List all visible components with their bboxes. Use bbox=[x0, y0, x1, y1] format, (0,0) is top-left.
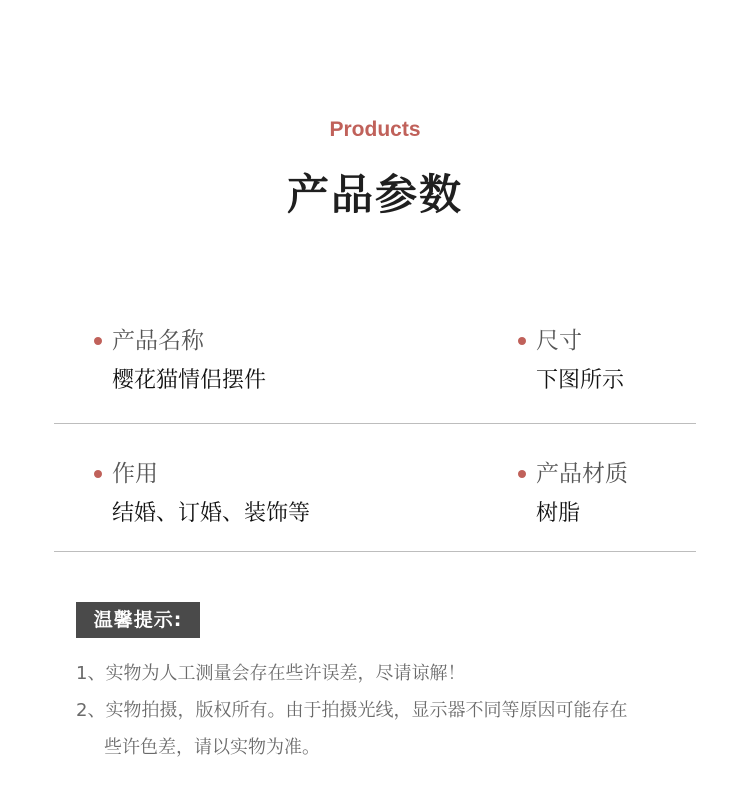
divider bbox=[54, 551, 696, 552]
param-product-name bbox=[94, 325, 266, 397]
bullet-dot-icon bbox=[94, 337, 102, 345]
bullet-dot-icon bbox=[94, 470, 102, 478]
section-eyebrow: Products bbox=[329, 118, 421, 141]
param-value: 樱花猫情侣摆件 bbox=[112, 368, 267, 393]
param-value: 树脂 bbox=[536, 501, 581, 526]
param-label: 作用 bbox=[112, 461, 158, 487]
param-label: 尺寸 bbox=[536, 328, 582, 354]
bullet-dot-icon bbox=[518, 470, 526, 478]
divider bbox=[54, 423, 696, 424]
bullet-dot-icon bbox=[518, 337, 526, 345]
tip-line: 1、实物为人工测量会存在些许误差，尽请谅解！ bbox=[76, 663, 466, 684]
param-value: 结婚、订婚、装饰等 bbox=[112, 501, 311, 526]
param-material bbox=[518, 458, 628, 530]
param-value: 下图所示 bbox=[536, 368, 625, 393]
tip-line: 些许色差，请以实物为准。 bbox=[104, 737, 320, 758]
tip-line: 2、实物拍摄，版权所有。由于拍摄光线，显示器不同等原因可能存在 bbox=[76, 700, 628, 721]
param-label: 产品材质 bbox=[536, 461, 628, 487]
param-label: 产品名称 bbox=[112, 328, 204, 354]
page-title: 产品参数 bbox=[286, 170, 463, 219]
tips-heading-badge: 温馨提示: bbox=[76, 602, 200, 638]
param-usage bbox=[94, 458, 310, 530]
param-size bbox=[518, 325, 624, 397]
